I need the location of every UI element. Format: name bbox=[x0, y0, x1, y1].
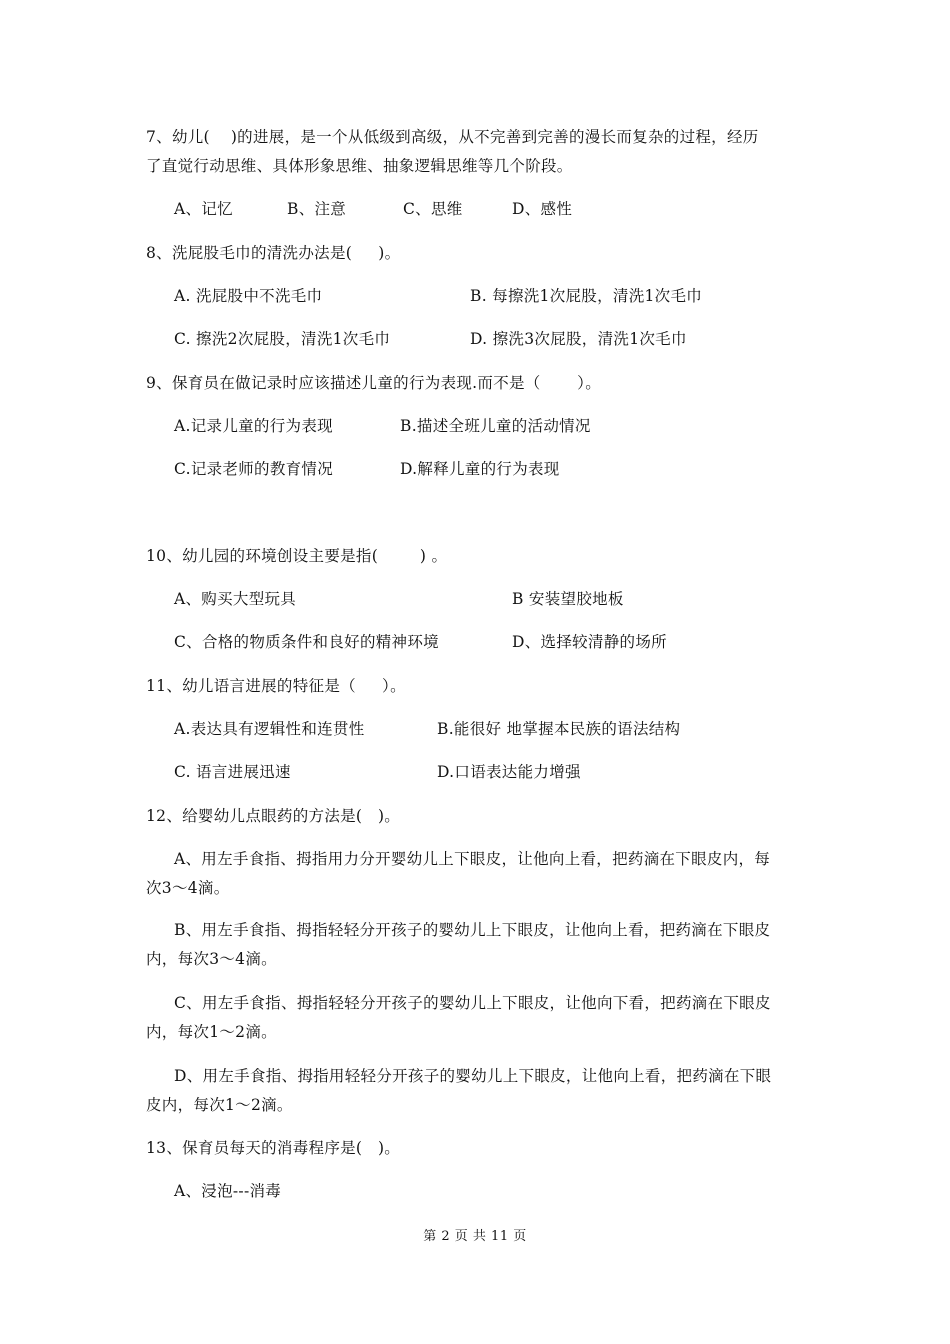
question-8-option-c: C. 擦洗2次屁股，清洗1次毛巾 bbox=[174, 330, 391, 348]
question-7-option-c: C、思维 bbox=[403, 200, 463, 218]
question-12-stem: 12、给婴幼儿点眼药的方法是( )。 bbox=[146, 807, 401, 825]
question-7-option-b: B、注意 bbox=[287, 200, 347, 218]
question-7-option-d: D、感性 bbox=[512, 200, 573, 218]
question-9-option-a: A.记录儿童的行为表现 bbox=[174, 417, 333, 435]
question-9-option-c: C.记录老师的教育情况 bbox=[174, 460, 334, 478]
question-13-stem: 13、保育员每天的消毒程序是( )。 bbox=[146, 1139, 401, 1157]
page-footer: 第 2 页 共 11 页 bbox=[423, 1229, 527, 1244]
question-12-option-d-line-1: D、用左手食指、拇指用轻轻分开孩子的婴幼儿上下眼皮，让他向上看，把药滴在下眼 bbox=[174, 1067, 772, 1085]
question-12-option-d-line-2: 皮内，每次1～2滴。 bbox=[146, 1096, 293, 1114]
question-11-option-a: A.表达具有逻辑性和连贯性 bbox=[174, 720, 365, 738]
question-7-stem-line-2: 了直觉行动思维、具体形象思维、抽象逻辑思维等几个阶段。 bbox=[146, 157, 573, 175]
question-11-stem: 11、幼儿语言进展的特征是（ ）。 bbox=[146, 677, 406, 695]
question-10-option-a: A、购买大型玩具 bbox=[174, 590, 297, 608]
question-13-option-a: A、浸泡---消毒 bbox=[174, 1182, 282, 1200]
question-11-option-c: C. 语言进展迅速 bbox=[174, 763, 291, 781]
question-11-option-d: D.口语表达能力增强 bbox=[437, 763, 581, 781]
question-12-option-c-line-2: 内，每次1～2滴。 bbox=[146, 1023, 277, 1041]
question-10-option-c: C、合格的物质条件和良好的精神环境 bbox=[174, 633, 439, 651]
question-8-option-d: D. 擦洗3次屁股，清洗1次毛巾 bbox=[470, 330, 687, 348]
question-12-option-c-line-1: C、用左手食指、拇指轻轻分开孩子的婴幼儿上下眼皮，让他向下看，把药滴在下眼皮 bbox=[174, 994, 771, 1012]
question-12-option-b-line-1: B、用左手食指、拇指轻轻分开孩子的婴幼儿上下眼皮，让他向上看，把药滴在下眼皮 bbox=[174, 921, 771, 939]
question-12-option-b-line-2: 内，每次3～4滴。 bbox=[146, 950, 277, 968]
question-8-option-a: A. 洗屁股中不洗毛巾 bbox=[174, 287, 323, 305]
question-10-option-b: B 安装望胶地板 bbox=[512, 590, 624, 608]
question-10-stem: 10、幼儿园的环境创设主要是指( ) 。 bbox=[146, 547, 448, 565]
question-7-stem-line-1: 7、幼儿( )的进展，是一个从低级到高级，从不完善到完善的漫长而复杂的过程，经历 bbox=[146, 128, 759, 146]
question-11-option-b: B.能很好 地掌握本民族的语法结构 bbox=[437, 720, 681, 738]
question-8-option-b: B. 每擦洗1次屁股，清洗1次毛巾 bbox=[470, 287, 703, 305]
question-9-option-d: D.解释儿童的行为表现 bbox=[400, 460, 560, 478]
question-7-option-a: A、记忆 bbox=[174, 200, 233, 218]
question-9-stem: 9、保育员在做记录时应该描述儿童的行为表现.而不是（ ）。 bbox=[146, 374, 602, 392]
question-12-option-a-line-2: 次3～4滴。 bbox=[146, 879, 230, 897]
question-9-option-b: B.描述全班儿童的活动情况 bbox=[400, 417, 591, 435]
question-12-option-a-line-1: A、用左手食指、拇指用力分开婴幼儿上下眼皮，让他向上看，把药滴在下眼皮内，每 bbox=[174, 850, 771, 868]
question-8-stem: 8、洗屁股毛巾的清洗办法是( )。 bbox=[146, 244, 401, 262]
question-10-option-d: D、选择较清静的场所 bbox=[512, 633, 667, 651]
